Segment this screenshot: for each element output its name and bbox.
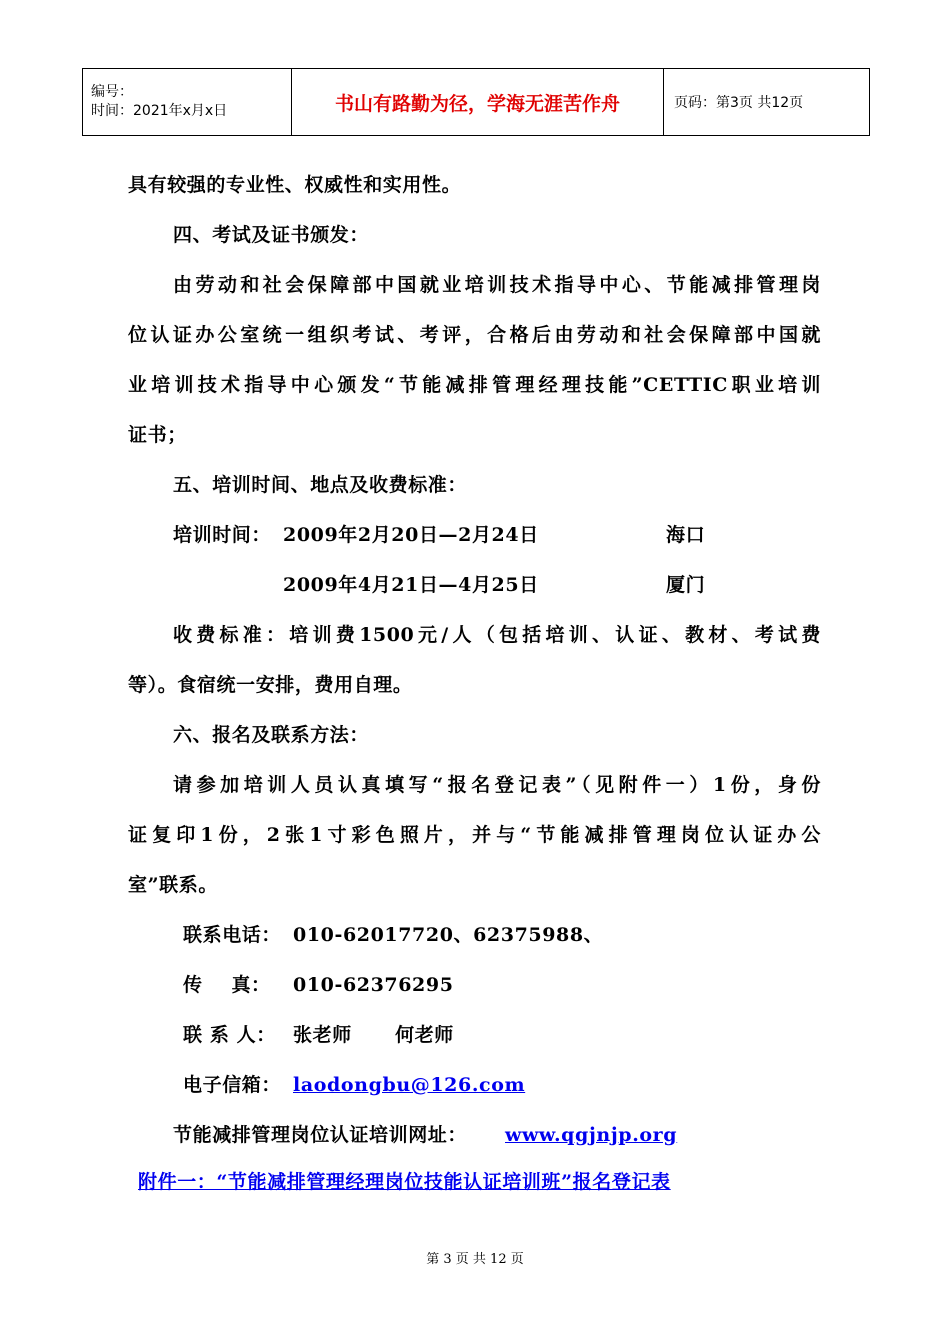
- paragraph-line: 证复印1份，2张1寸彩色照片，并与“节能减排管理岗位认证办公: [128, 824, 821, 846]
- training-place-2: 厦门: [666, 574, 706, 596]
- paragraph-line: 业培训技术指导中心颁发“节能减排管理经理技能”CETTIC职业培训: [128, 374, 821, 396]
- website-link[interactable]: www.qgjnjp.org: [505, 1124, 678, 1146]
- phone-label: 联系电话：: [183, 924, 282, 946]
- email-label: 电子信箱：: [183, 1074, 282, 1096]
- training-date-2: 2009年4月21日—4月25日: [283, 574, 539, 596]
- fee-line: 收费标准：培训费1500元/人（包括培训、认证、教材、考试费: [173, 624, 821, 646]
- training-place-1: 海口: [666, 524, 706, 546]
- paragraph-line: 室”联系。: [128, 874, 218, 896]
- section-5-heading: 五、培训时间、地点及收费标准：: [173, 474, 468, 496]
- paragraph-line: 请参加培训人员认真填写“报名登记表”（见附件一）1份，身份: [173, 774, 821, 796]
- header-meta: [83, 69, 292, 136]
- attachment-link[interactable]: 附件一：“节能减排管理经理岗位技能认证培训班”报名登记表: [138, 1171, 671, 1193]
- contact-value: 张老师 何老师: [293, 1024, 454, 1046]
- header-page-info: 页码：第3页 共12页: [664, 69, 870, 136]
- header-table: [82, 68, 870, 136]
- phone-value: 010-62017720、62375988、: [293, 924, 604, 946]
- contact-label: 联 系 人：: [183, 1024, 276, 1046]
- fee-line: 等）。食宿统一安排，费用自理。: [128, 674, 413, 696]
- time-label: 时间：2021年x月x日: [91, 103, 228, 119]
- training-date-1: 2009年2月20日—2月24日: [283, 524, 539, 546]
- number-label: 编号：: [91, 84, 133, 100]
- website-label: 节能减排管理岗位认证培训网址：: [173, 1124, 468, 1146]
- section-4-heading: 四、考试及证书颁发：: [173, 224, 370, 246]
- paragraph-line: 具有较强的专业性、权威性和实用性。: [128, 174, 462, 196]
- header-motto: 书山有路勤为径，学海无涯苦作舟: [292, 69, 664, 136]
- training-time-label: 培训时间：: [173, 524, 272, 546]
- page-footer: 第 3 页 共 12 页: [426, 1252, 524, 1267]
- fax-value: 010-62376295: [293, 974, 454, 996]
- fax-label: 传 真：: [183, 974, 271, 996]
- paragraph-line: 位认证办公室统一组织考试、考评，合格后由劳动和社会保障部中国就: [128, 324, 821, 346]
- paragraph-line: 证书；: [128, 424, 187, 446]
- email-link[interactable]: laodongbu@126.com: [293, 1074, 526, 1096]
- section-6-heading: 六、报名及联系方法：: [173, 724, 370, 746]
- paragraph-line: 由劳动和社会保障部中国就业培训技术指导中心、节能减排管理岗: [173, 274, 821, 296]
